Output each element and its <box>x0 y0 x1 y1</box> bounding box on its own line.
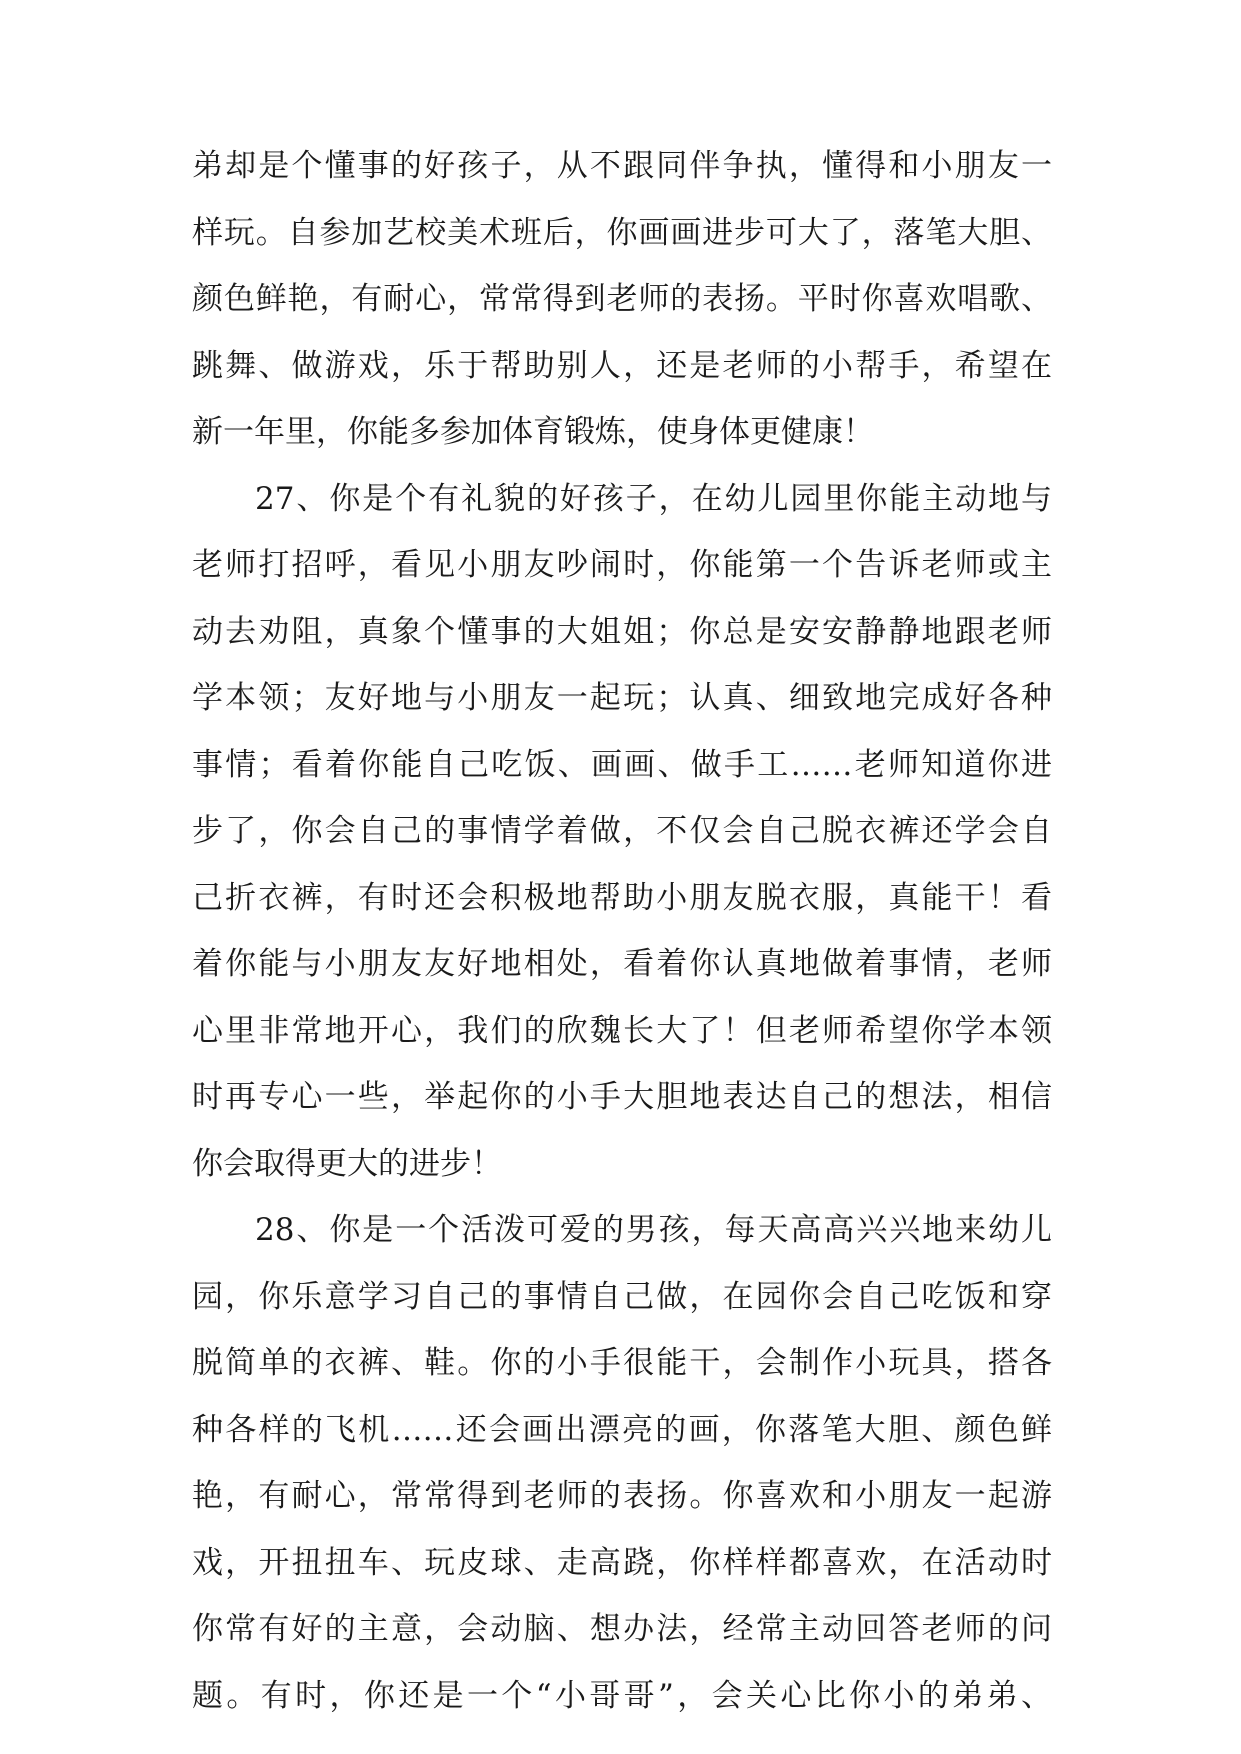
text-line: 老师打招呼，看见小朋友吵闹时，你能第一个告诉老师或主 <box>192 547 1052 583</box>
text-line: 艳，有耐心，常常得到老师的表扬。你喜欢和小朋友一起游 <box>192 1478 1052 1514</box>
text-line: 着你能与小朋友友好地相处，看着你认真地做着事情，老师 <box>192 946 1052 982</box>
text-line: 弟却是个懂事的好孩子，从不跟同伴争执，懂得和小朋友一 <box>192 148 1052 184</box>
text-line: 园，你乐意学习自己的事情自己做，在园你会自己吃饭和穿 <box>192 1279 1052 1315</box>
paragraph-28-first-line: 28、你是一个活泼可爱的男孩，每天高高兴兴地来幼儿 <box>255 1212 1052 1248</box>
text-line: 时再专心一些，举起你的小手大胆地表达自己的想法，相信 <box>192 1079 1052 1115</box>
text-line: 事情；看着你能自己吃饭、画画、做手工……老师知道你进 <box>192 747 1052 783</box>
text-line: 新一年里，你能多参加体育锻炼，使身体更健康！ <box>192 414 874 450</box>
text-line: 己折衣裤，有时还会积极地帮助小朋友脱衣服，真能干！看 <box>192 880 1052 916</box>
text-line: 你会取得更大的进步！ <box>192 1146 502 1182</box>
paragraph-27-first-line: 27、你是个有礼貌的好孩子，在幼儿园里你能主动地与 <box>255 481 1052 517</box>
text-line: 样玩。自参加艺校美术班后，你画画进步可大了，落笔大胆、 <box>192 215 1052 251</box>
text-line: 颜色鲜艳，有耐心，常常得到老师的表扬。平时你喜欢唱歌、 <box>192 281 1052 317</box>
text-line: 跳舞、做游戏，乐于帮助别人，还是老师的小帮手，希望在 <box>192 348 1052 384</box>
text-line: 种各样的飞机……还会画出漂亮的画，你落笔大胆、颜色鲜 <box>192 1412 1052 1448</box>
text-line: 戏，开扭扭车、玩皮球、走高跷，你样样都喜欢，在活动时 <box>192 1545 1052 1581</box>
text-line: 动去劝阻，真象个懂事的大姐姐；你总是安安静静地跟老师 <box>192 614 1052 650</box>
text-line: 心里非常地开心，我们的欣魏长大了！但老师希望你学本领 <box>192 1013 1052 1049</box>
text-line: 你常有好的主意，会动脑、想办法，经常主动回答老师的问 <box>192 1611 1052 1647</box>
text-line: 题。有时，你还是一个“小哥哥”，会关心比你小的弟弟、 <box>192 1678 1052 1714</box>
text-line: 步了，你会自己的事情学着做，不仅会自己脱衣裤还学会自 <box>192 813 1052 849</box>
text-line: 学本领；友好地与小朋友一起玩；认真、细致地完成好各种 <box>192 680 1052 716</box>
text-line: 脱简单的衣裤、鞋。你的小手很能干，会制作小玩具，搭各 <box>192 1345 1052 1381</box>
